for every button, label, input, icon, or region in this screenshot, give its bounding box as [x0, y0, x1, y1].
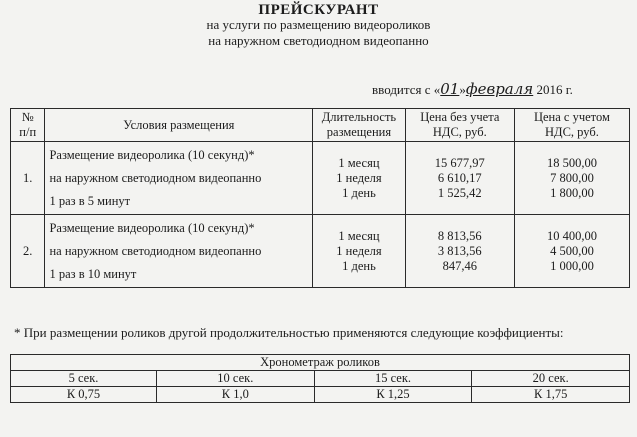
row-prices-no-vat [405, 142, 514, 215]
coefficient-table-title-row [11, 355, 630, 371]
row-condition-line: Размещение видеоролика (10 секунд)* [49, 220, 255, 235]
price-table-header-row [11, 109, 630, 142]
row-durations [313, 142, 406, 215]
row-condition-line: Размещение видеоролика (10 секунд)* [49, 147, 255, 162]
price-vat-value: 7 800,00 [550, 170, 594, 185]
row-num: 1. [11, 142, 45, 215]
coefficient-table-title: Хронометраж роликов [11, 355, 630, 371]
coefficient-value: К 0,75 [11, 387, 157, 403]
price-no-vat-value: 6 610,17 [437, 170, 482, 185]
coefficient-value: К 1,75 [472, 387, 630, 403]
duration-value: 1 месяц [338, 155, 380, 170]
header-num [11, 109, 45, 142]
header-price-vat-line: НДС, руб. [545, 125, 599, 139]
price-vat-value: 10 400,00 [546, 228, 597, 243]
coefficient-value: К 1,0 [157, 387, 315, 403]
row-conditions [45, 142, 313, 215]
row-condition-line: 1 раз в 10 минут [49, 266, 137, 281]
clip-duration: 10 сек. [157, 371, 315, 387]
header-duration-line: Длительность [321, 110, 397, 124]
price-no-vat-value: 8 813,56 [437, 228, 482, 243]
header-price-no-vat-line: НДС, руб. [432, 125, 487, 139]
clip-duration: 15 сек. [314, 371, 472, 387]
row-durations [313, 215, 406, 288]
duration-value: 1 неделя [336, 243, 382, 258]
row-condition-line: на наружном светодиодном видеопанно [49, 243, 262, 258]
price-no-vat-value: 3 813,56 [437, 243, 482, 258]
price-vat-value: 1 800,00 [550, 185, 594, 200]
row-condition-line: 1 раз в 5 минут [49, 193, 131, 208]
document-subtitle-line-1: на услуги по размещению видеороликов [206, 17, 431, 32]
footnote: * При размещении роликов другой продолжительностью применяются следующие коэффициенты: [14, 325, 564, 340]
header-num-line: п/п [19, 125, 37, 139]
header-price-no-vat [405, 109, 514, 142]
header-duration-line: размещения [326, 125, 392, 139]
price-vat-value: 18 500,00 [546, 155, 597, 170]
duration-value: 1 день [342, 185, 376, 200]
price-table [10, 108, 630, 288]
price-vat-value: 4 500,00 [550, 243, 594, 258]
coefficient-duration-row [11, 371, 630, 387]
clip-duration: 20 сек. [472, 371, 630, 387]
table-row [11, 215, 630, 288]
clip-duration: 5 сек. [11, 371, 157, 387]
price-vat-value: 1 000,00 [550, 258, 594, 273]
header-price-vat [514, 109, 629, 142]
effective-mid: » [459, 82, 466, 97]
price-no-vat-value: 847,46 [442, 258, 477, 273]
coefficient-value-row [11, 387, 630, 403]
header-price-no-vat-line: Цена без учета [420, 110, 500, 124]
document-title: ПРЕЙСКУРАНТ [258, 2, 379, 18]
row-prices-vat [514, 142, 629, 215]
effective-day: 01 [440, 80, 460, 98]
effective-month: февраля [465, 80, 534, 98]
duration-value: 1 неделя [336, 170, 382, 185]
header-duration [313, 109, 406, 142]
duration-value: 1 день [342, 258, 376, 273]
coefficient-table [10, 354, 630, 403]
row-conditions [45, 215, 313, 288]
row-prices-no-vat [405, 215, 514, 288]
header-num-line: № [21, 110, 34, 124]
row-num: 2. [11, 215, 45, 288]
coefficient-value: К 1,25 [314, 387, 472, 403]
duration-value: 1 месяц [338, 228, 380, 243]
effective-prefix: вводится с « [372, 82, 441, 97]
row-condition-line: на наружном светодиодном видеопанно [49, 170, 262, 185]
effective-year: 2016 г. [536, 82, 573, 97]
header-price-vat-line: Цена с учетом [533, 110, 610, 124]
price-no-vat-value: 1 525,42 [437, 185, 482, 200]
row-prices-vat [514, 215, 629, 288]
price-no-vat-value: 15 677,97 [434, 155, 485, 170]
table-row [11, 142, 630, 215]
effective-date [372, 80, 573, 98]
document-subtitle-line-2: на наружном светодиодном видеопанно [208, 33, 429, 48]
header-conditions: Условия размещения [45, 109, 313, 142]
